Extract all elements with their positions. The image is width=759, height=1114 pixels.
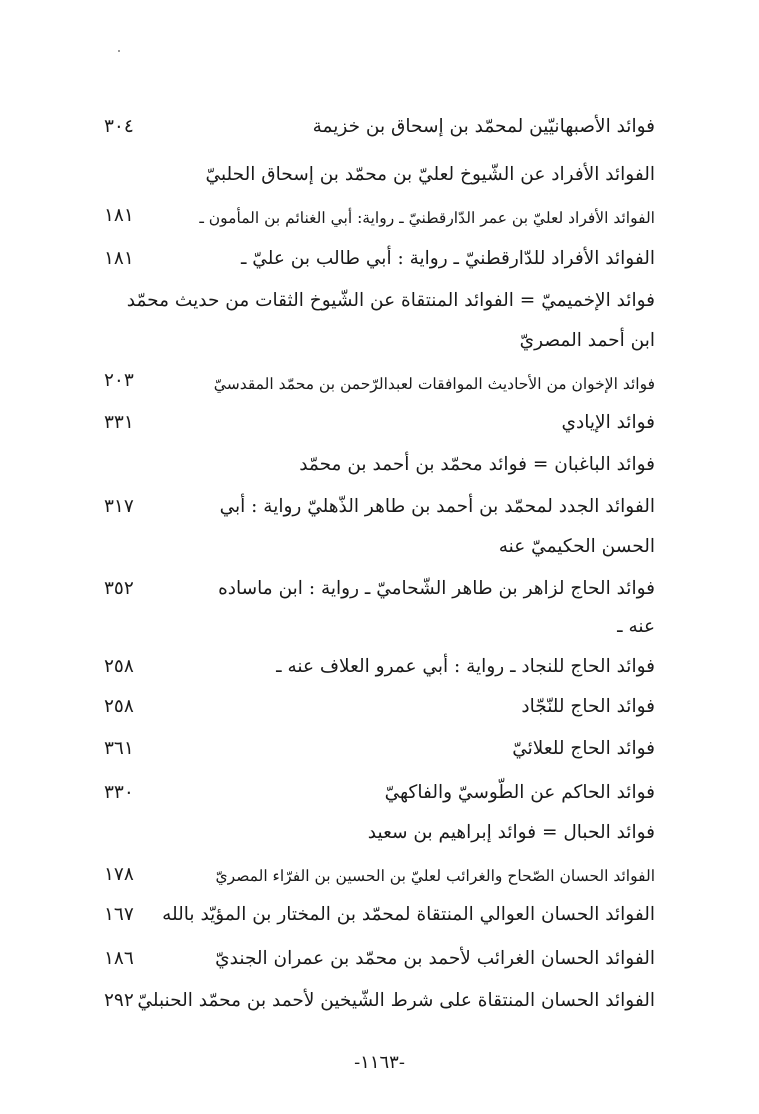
entry-page-number: ١٨١ (104, 248, 134, 269)
entry-page-number: ٢٩٢ (104, 990, 134, 1011)
entry-page-number: ١٦٧ (104, 904, 134, 925)
entry-page-number: ٢٠٣ (104, 370, 134, 391)
entry-title: فوائد الحاج للنجاد ـ رواية : أبي عمرو العلاف عنه ـ (276, 656, 655, 677)
index-entry (100, 782, 655, 803)
entry-title: فوائد الحاج للنّجّاد (521, 696, 655, 717)
entry-page-number: ٣٥٢ (104, 578, 134, 599)
index-entry (100, 496, 655, 517)
index-entry (100, 248, 655, 269)
entry-title: ابن أحمد المصريّ (519, 330, 655, 351)
index-entry (100, 578, 655, 599)
entry-page-number: ٣٦١ (104, 738, 134, 759)
index-entry (100, 866, 655, 885)
entry-title: الفوائد الأفراد عن الشّيوخ لعليّ بن محمّد بن إسحاق الحلبيّ (205, 164, 655, 185)
index-entry-continuation (100, 616, 655, 637)
index-entry (100, 948, 655, 969)
index-entry (100, 738, 655, 759)
index-entry (100, 904, 655, 925)
index-entry (100, 208, 655, 227)
index-entry (100, 164, 655, 185)
entry-title: فوائد الباغبان = فوائد محمّد بن أحمد بن محمّد (299, 454, 655, 475)
entry-title: الفوائد الحسان العوالي المنتقاة لمحمّد بن المختار بن المؤيّد بالله (162, 904, 655, 925)
entry-page-number: ١٨٦ (104, 948, 134, 969)
entry-title: فوائد الحاج لزاهر بن طاهر الشّحاميّ ـ رواية : ابن ماساده (218, 578, 655, 599)
entry-page-number: ١٨١ (104, 205, 134, 226)
index-entry-continuation (100, 330, 655, 351)
entry-title: عنه ـ (617, 616, 655, 637)
entry-page-number: ٣٠٤ (104, 116, 134, 137)
entry-title: الفوائد الأفراد لعليّ بن عمر الدّارقطنيّ ـ رواية: أبي الغنائم بن المأمون ـ (199, 209, 655, 227)
index-entry (100, 990, 655, 1011)
index-entry (100, 656, 655, 677)
entry-page-number: ٢٥٨ (104, 696, 134, 717)
entry-page-number: ١٧٨ (104, 864, 134, 885)
index-entry (100, 116, 655, 137)
index-entry-continuation (100, 536, 655, 557)
index-entry (100, 290, 655, 311)
entry-title: فوائد الإيادي (561, 412, 655, 433)
entry-title: فوائد الإخوان من الأحاديث الموافقات لعبدالرّحمن بن محمّد المقدسيّ (213, 375, 655, 393)
entry-title: فوائد الحبال = فوائد إبراهيم بن سعيد (367, 822, 655, 843)
entry-title: فوائد الأصبهانيّين لمحمّد بن إسحاق بن خزيمة (312, 116, 655, 137)
entry-title: الفوائد الجدد لمحمّد بن أحمد بن طاهر الذّهليّ رواية : أبي (219, 496, 655, 517)
entry-title: فوائد الحاكم عن الطّوسيّ والفاكهيّ (384, 782, 655, 803)
index-entry (100, 374, 655, 393)
entry-page-number: ٣٣٠ (104, 782, 134, 803)
index-entry (100, 454, 655, 475)
entry-title: الفوائد الحسان الغرائب لأحمد بن محمّد بن عمران الجنديّ (215, 948, 655, 969)
entry-page-number: ٣٣١ (104, 412, 134, 433)
entry-title: الحسن الحكيميّ عنه (498, 536, 655, 557)
entry-page-number: ٣١٧ (104, 496, 134, 517)
entry-page-number: ٢٥٨ (104, 656, 134, 677)
page-number-footer: -١١٦٣- (354, 1052, 405, 1073)
entry-title: الفوائد الأفراد للدّارقطنيّ ـ رواية : أبي طالب بن عليّ ـ (240, 248, 655, 269)
index-entry (100, 822, 655, 843)
entry-title: فوائد الحاج للعلائيّ (512, 738, 655, 759)
entry-title: الفوائد الحسان الصّحاح والغرائب لعليّ بن الحسين بن الفرّاء المصريّ (215, 867, 655, 885)
index-entry (100, 412, 655, 433)
entry-title: فوائد الإخميميّ = الفوائد المنتقاة عن الشّيوخ الثقات من حديث محمّد (126, 290, 655, 311)
index-entry (100, 696, 655, 717)
entry-title: الفوائد الحسان المنتقاة على شرط الشّيخين لأحمد بن محمّد الحنبليّ (137, 990, 655, 1011)
